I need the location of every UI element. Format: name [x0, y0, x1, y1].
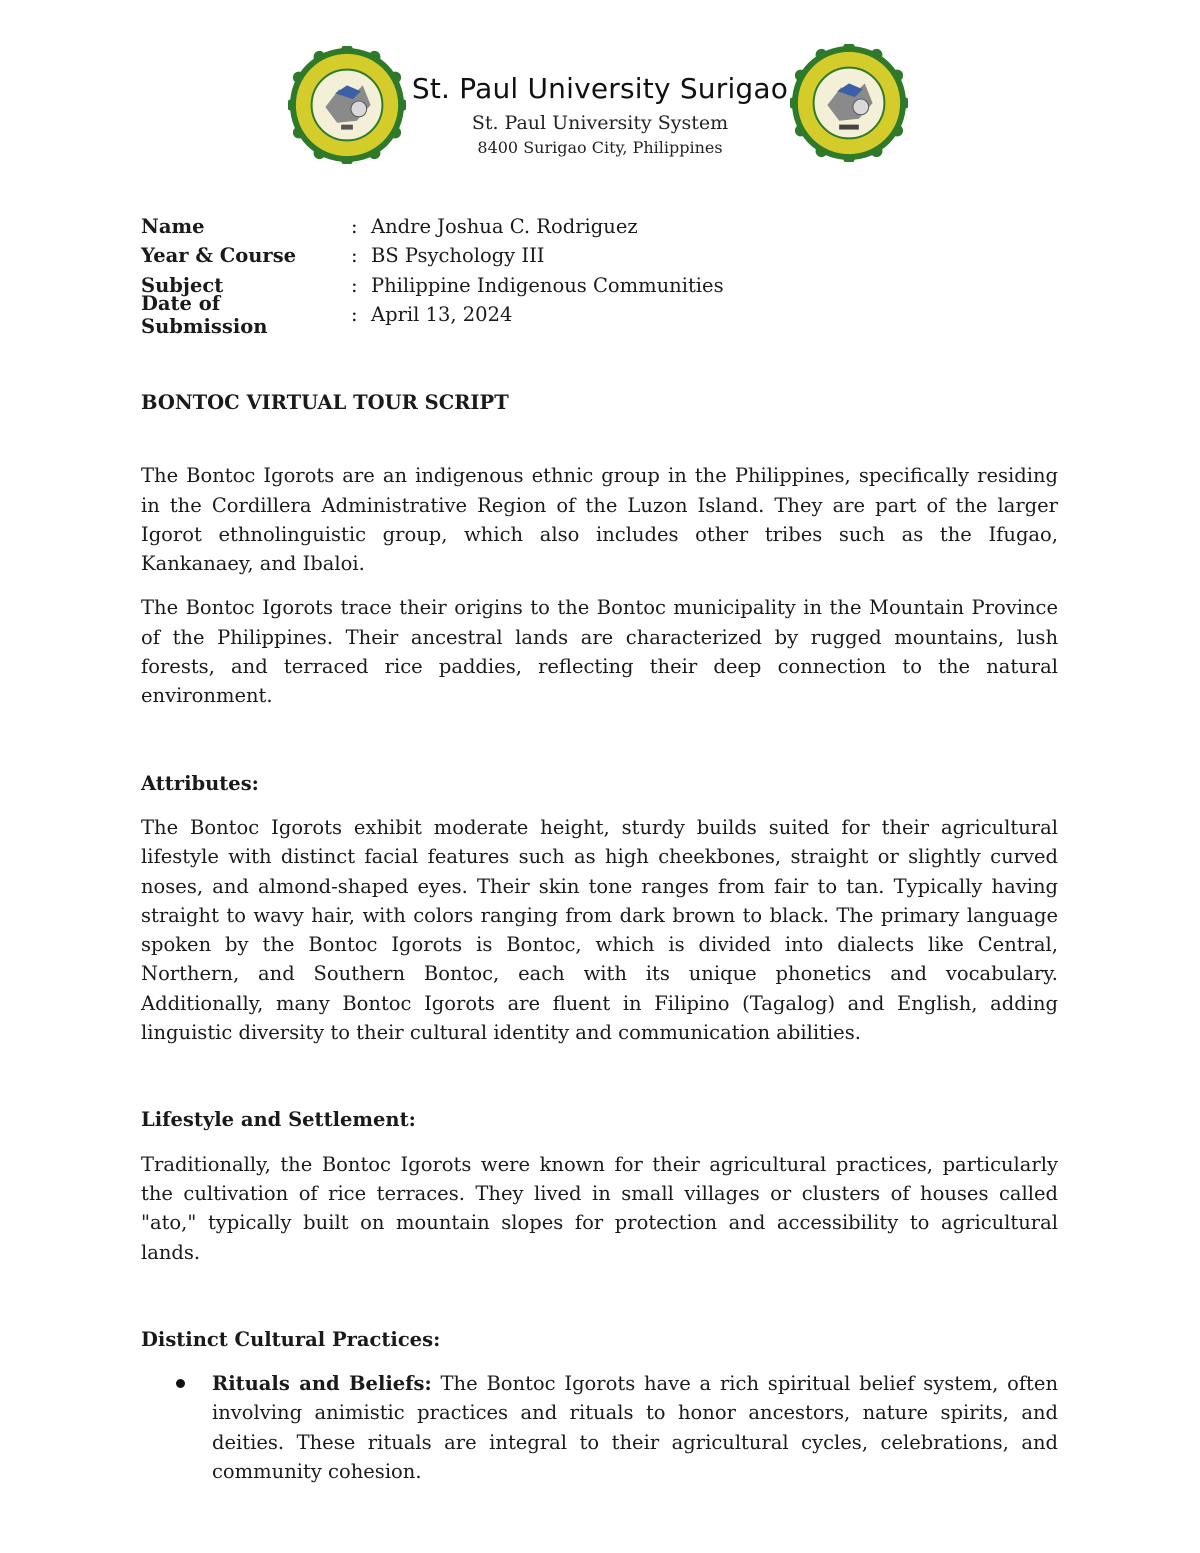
- university-address: 8400 Surigao City, Philippines: [477, 138, 723, 157]
- info-colon: :: [351, 244, 358, 268]
- university-system: St. Paul University System: [471, 112, 729, 134]
- info-label: Year & Course: [141, 244, 297, 268]
- document-title: BONTOC VIRTUAL TOUR SCRIPT: [141, 391, 509, 414]
- info-value: Andre Joshua C. Rodriguez: [371, 215, 638, 239]
- info-row-date: [141, 291, 724, 338]
- university-name: St. Paul University Surigao: [411, 72, 789, 105]
- section-heading-cultural-practices: Distinct Cultural Practices:: [141, 1327, 441, 1351]
- info-colon: :: [351, 215, 358, 239]
- bullet-term: Rituals and Beliefs:: [212, 1372, 432, 1396]
- university-seal-right-icon: [790, 44, 908, 162]
- info-value: BS Psychology III: [371, 244, 545, 268]
- info-label: Date of Submission: [141, 291, 268, 338]
- intro-paragraph-1: The Bontoc Igorots are an indigenous ethnic group in the Philippines, specifically residing in the Cordillera Administrative Region of the Luzon Island. They are part of the larger Igorot ethnolinguistic group, which also includes other tribes such as the Ifugao, Kankanaey, and Ibaloi.: [141, 464, 1058, 576]
- info-label: Name: [141, 215, 205, 239]
- list-item: [141, 1369, 1058, 1486]
- bullet-text: The Bontoc Igorots have a rich spiritual belief system, often involving animistic practices and rituals to honor ancestors, nature spirits, and deities. These rituals are integral to their agricultural cycles, celebrations, and community cohesion.: [212, 1372, 1058, 1484]
- section-body-lifestyle: Traditionally, the Bontoc Igorots were known for their agricultural practices, particularly the cultivation of rice terraces. They lived in small villages or clusters of houses called "ato," typically built on mountain slopes for protection and accessibility to agricultural lands.: [141, 1152, 1058, 1264]
- section-body-attributes: The Bontoc Igorots exhibit moderate height, sturdy builds suited for their agricultural lifestyle with distinct facial features such as high cheekbones, straight or slightly curved noses, and almond-shaped eyes. Their skin tone ranges from fair to tan. Typically having straight to wavy hair, with colors ranging from dark brown to black. The primary language spoken by the Bontoc Igorots is Bontoc, which is divided into dialects like Central, Northern, and Southern Bontoc, each with its unique phonetics and vocabulary. Additionally, many Bontoc Igorots are fluent in Filipino (Tagalog) and English, adding linguistic diversity to their cultural identity and communication abilities.: [141, 815, 1058, 1045]
- info-colon: :: [351, 303, 358, 327]
- student-info: [141, 212, 724, 338]
- info-row-year-course: [141, 241, 724, 270]
- info-label: Subject: [141, 273, 224, 297]
- info-colon: :: [351, 273, 358, 297]
- info-row-name: [141, 212, 724, 241]
- document-body: [141, 388, 1058, 1486]
- intro-paragraph-2: The Bontoc Igorots trace their origins to the Bontoc municipality in the Mountain Province of the Philippines. Their ancestral lands are characterized by rugged mountains, lush forests, and terraced rice paddies, reflecting their deep connection to the natural environment.: [141, 596, 1058, 708]
- cultural-practices-list: [141, 1369, 1058, 1486]
- letterhead: [0, 44, 1200, 174]
- section-heading-lifestyle: Lifestyle and Settlement:: [141, 1108, 416, 1132]
- section-heading-attributes: Attributes:: [141, 771, 259, 795]
- info-value: April 13, 2024: [371, 303, 513, 327]
- bullet-icon: [176, 1379, 185, 1388]
- info-value: Philippine Indigenous Communities: [371, 273, 724, 297]
